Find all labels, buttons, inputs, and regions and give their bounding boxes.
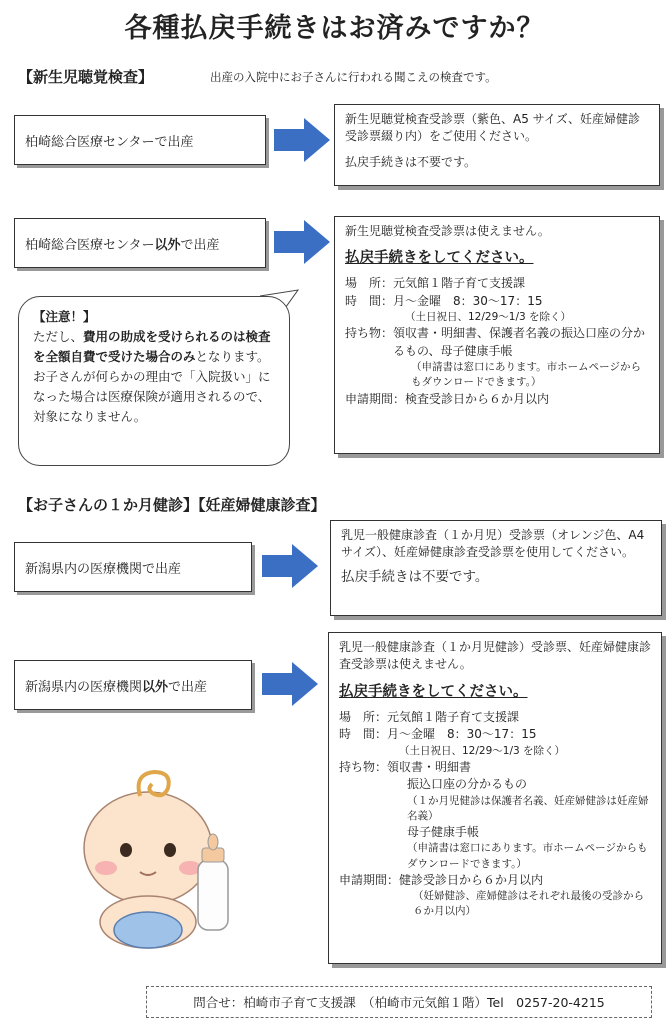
- baby-illustration: [70, 740, 250, 950]
- case-label: [14, 218, 266, 268]
- info-text: 新生児聴覚検査受診票は使えません。: [345, 224, 550, 238]
- case-label-text: 新潟県内の医療機関で出産: [25, 561, 182, 577]
- field-note: （申請書は窓口にあります。市ホームページからもダウンロードできます。）: [407, 842, 648, 870]
- info-box: [330, 520, 662, 616]
- notice-title: 【注意！】: [33, 309, 96, 324]
- info-text: 払戻手続きは不要です。: [341, 568, 489, 585]
- info-text: 払戻手続きは不要です。: [345, 154, 477, 169]
- case-label-text: 新潟県内の医療機関: [25, 679, 143, 695]
- right-arrow-icon: [262, 662, 318, 706]
- field-value: 領収書・明細書、保護者名義の振込口座の分かるもの、母子健康手帳: [393, 326, 646, 358]
- field-value: 振込口座の分かるもの: [407, 777, 528, 792]
- notice-emphasis: 費用の助成を受けられるのは: [83, 329, 246, 344]
- case-label-text: で出産: [180, 237, 220, 253]
- case-label: [14, 115, 266, 165]
- field-label: 場 所：: [339, 709, 388, 724]
- field-value: 元気館１階子育て支援課: [387, 709, 520, 724]
- field-note: （土日祝日、12/29～1/3 を除く）: [399, 744, 565, 757]
- notice-text: となります。: [195, 349, 270, 364]
- contact-text: 問合せ：柏崎市子育て支援課 （柏崎市元気館１階）Tel 0257-20-4215: [193, 995, 605, 1010]
- section2-heading: 【お子さんの１か月健診】【妊産婦健康診査】: [18, 496, 326, 514]
- info-text: 新生児聴覚検査受診票（紫色、A5 サイズ、妊産婦健診受診票綴り内）をご使用ください。: [345, 112, 641, 144]
- info-box: [334, 104, 660, 186]
- case-label-text: 柏崎総合医療センター: [25, 237, 155, 253]
- field-value: 月～金曜 8：30～17：15: [393, 293, 543, 308]
- case-label-text: 柏崎総合医療センターで出産: [25, 134, 194, 150]
- section1-description: 出産の入院中にお子さんに行われる聞こえの検査です。: [210, 70, 497, 84]
- notice-text: お子さんが何らかの理由で「入院扱い」になった場合は医療保険が適用されるので、対象になりません。: [33, 369, 271, 424]
- field-label: 時 間：: [345, 293, 394, 308]
- field-label: 時 間：: [339, 727, 388, 742]
- info-text: 乳児一般健康診査（１か月児健診）受診票、妊産婦健康診査受診票は使えません。: [339, 640, 652, 672]
- right-arrow-icon: [274, 220, 330, 264]
- field-value: 検査受診日から６か月以内: [405, 391, 550, 406]
- contact-info: [146, 986, 652, 1018]
- field-note: （申請書は窓口にあります。市ホームページからもダウンロードできます。）: [411, 361, 641, 389]
- info-box: [328, 632, 662, 964]
- field-label: 申請期間：: [345, 391, 406, 406]
- field-value: 月～金曜 8：30～17：15: [387, 727, 537, 742]
- field-note: （１か月児健診は保護者名義、妊産婦健診は妊産婦名義）: [407, 794, 649, 822]
- headline: 払戻手続きをしてください。: [345, 250, 534, 267]
- notice-text: ただし、: [33, 329, 84, 344]
- notice-emphasis: 検査を全額自費で受けた場合のみ: [33, 329, 271, 364]
- info-box: [334, 216, 660, 454]
- notice-bubble: [18, 296, 290, 466]
- case-label: [14, 542, 252, 592]
- case-label-text: で出産: [168, 679, 208, 695]
- right-arrow-icon: [274, 118, 330, 162]
- case-label-emphasis: 以外: [142, 679, 169, 695]
- field-label: 申請期間：: [339, 872, 400, 887]
- field-value: 母子健康手帳: [407, 825, 480, 840]
- page-title: 各種払戻手続きはお済みですか？: [124, 13, 545, 44]
- section1-heading: 【新生児聴覚検査】: [18, 68, 154, 86]
- field-value: 元気館１階子育て支援課: [393, 276, 526, 291]
- case-label-emphasis: 以外: [154, 237, 181, 253]
- info-text: 乳児一般健康診査（１か月児）受診票（オレンジ色、A4 サイズ）、妊産婦健康診査受診票を使用してください。: [341, 528, 645, 560]
- field-note: （妊婦健診、産婦健診はそれぞれ最後の受診から６か月以内）: [413, 890, 644, 918]
- right-arrow-icon: [262, 544, 318, 588]
- field-value: 健診受診日から６か月以内: [399, 872, 544, 887]
- field-label: 持ち物：: [339, 759, 388, 774]
- headline: 払戻手続きをしてください。: [339, 683, 528, 700]
- case-label: [14, 660, 252, 710]
- field-value: 領収書・明細書: [387, 759, 472, 774]
- field-label: 持ち物：: [345, 326, 394, 341]
- field-label: 場 所：: [345, 276, 394, 291]
- field-note: （土日祝日、12/29～1/3 を除く）: [405, 311, 571, 324]
